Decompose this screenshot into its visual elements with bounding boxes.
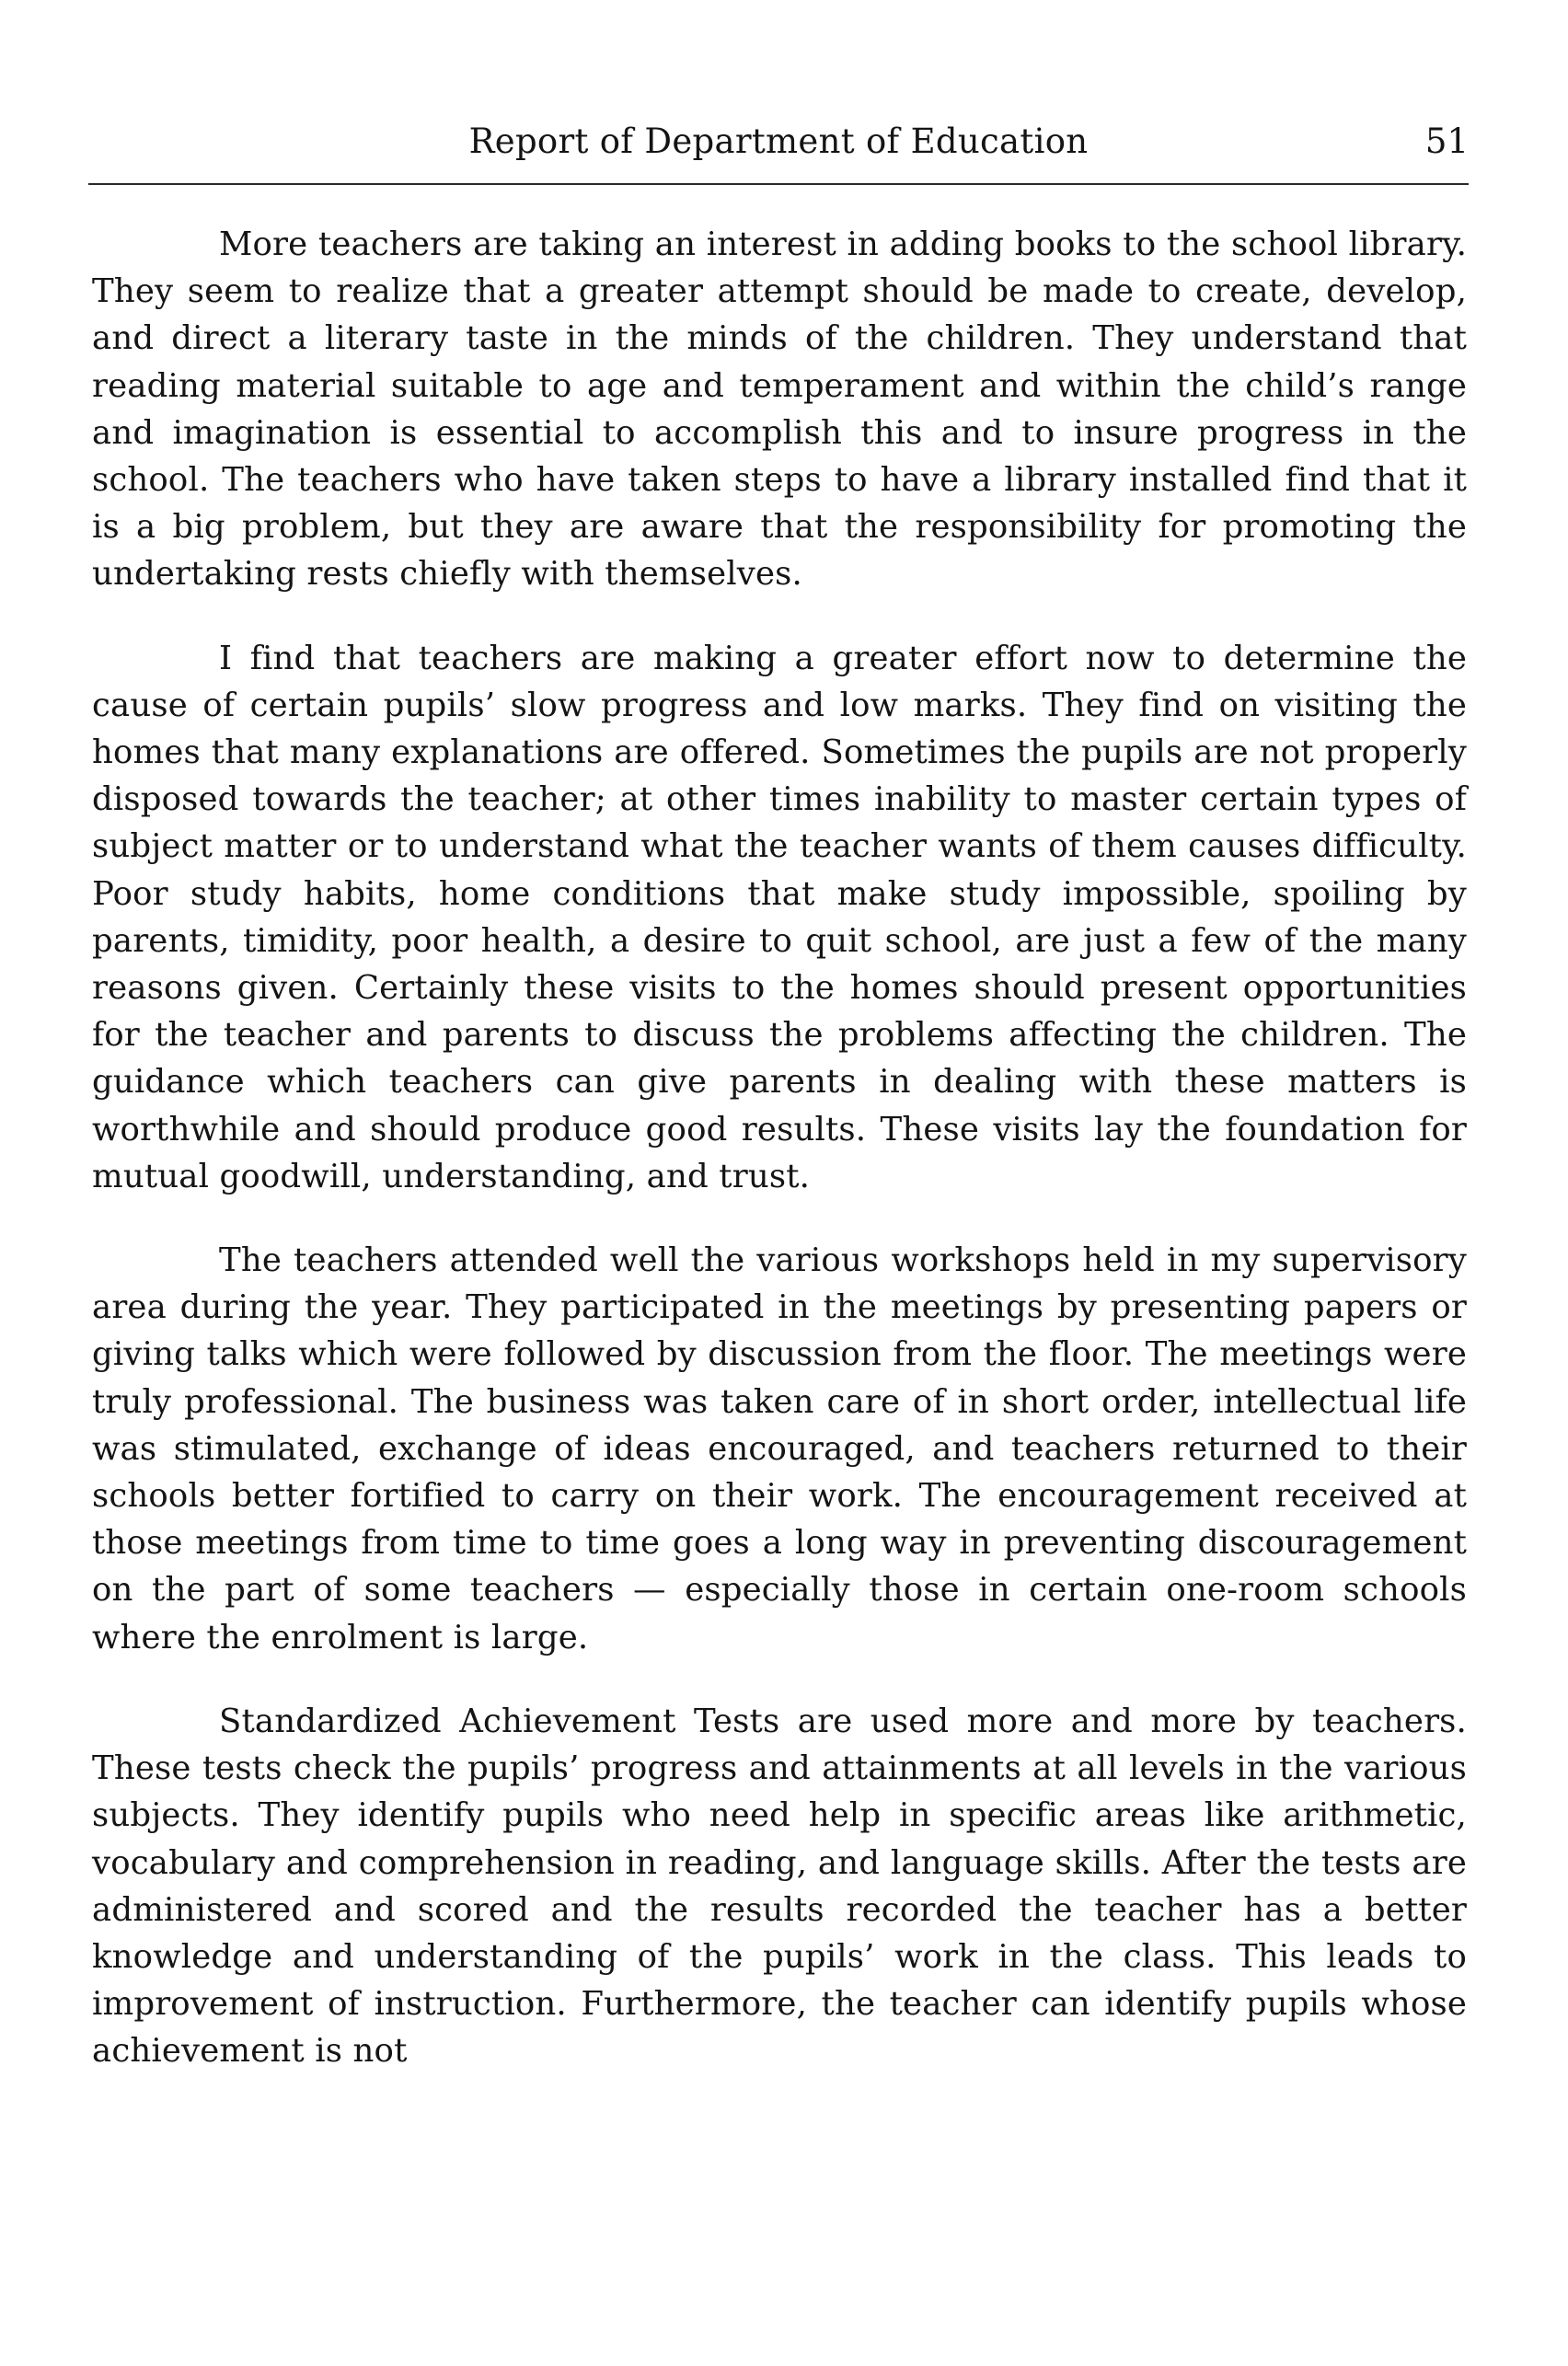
running-title: Report of Department of Education [468, 121, 1089, 161]
body-text [92, 221, 1467, 2075]
header-rule [88, 183, 1469, 185]
page-number: 51 [1424, 121, 1469, 161]
paragraph-achievement-tests: Standardized Achievement Tests are used more and more by teachers. These tests check the pupils’ progress and attainments at all levels in the various subjects. They identify pupils who need help in specific areas like arithmetic, vocabulary and comprehension in reading, and language skills. After the tests are administered and scored and the results recorded the teacher has a better knowledge and understanding of the pupils’ work in the class. This leads to improvement of instruction. Furthermore, the teacher can identify pupils whose achievement is not [92, 1702, 1467, 2071]
paragraph-library: More teachers are taking an interest in adding books to the school library. They seem to realize that a greater attempt should be made to create, develop, and direct a literary taste in the minds of the children. They understand that reading material suitable to age and temperament and within the child’s range and imagination is essential to accomplish this and to insure progress in the school. The teachers who have taken steps to have a library installed find that it is a big problem, but they are aware that the responsibility for promoting the undertaking rests chiefly with themselves. [92, 225, 1467, 594]
paragraph-home-visits: I find that teachers are making a greater effort now to determine the cause of certain pupils’ slow progress and low marks. They find on visiting the homes that many explanations are offered. Sometimes the pupils are not properly disposed towards the teacher; at other times inability to master certain types of subject matter or to understand what the teacher wants of them causes difficulty. Poor study habits, home conditions that make study impossible, spoiling by parents, timidity, poor health, a desire to quit school, are just a few of the many reasons given. Certainly these visits to the homes should present opportunities for the teacher and parents to discuss the problems affecting the children. The guidance which teachers can give parents in dealing with these matters is worthwhile and should produce good results. These visits lay the foundation for mutual goodwill, understanding, and trust. [92, 639, 1467, 1195]
paragraph-workshops: The teachers attended well the various workshops held in my supervisory area during the year. They participated in the meetings by presenting papers or giving talks which were followed by discussion from the floor. The meetings were truly professional. The business was taken care of in short order, intellectual life was stimulated, exchange of ideas encouraged, and teachers returned to their schools better fortified to carry on their work. The encouragement received at those meetings from time to time goes a long way in preventing discouragement on the part of some teachers — especially those in certain one-room schools where the enrolment is large. [92, 1241, 1467, 1656]
running-header [88, 114, 1469, 179]
